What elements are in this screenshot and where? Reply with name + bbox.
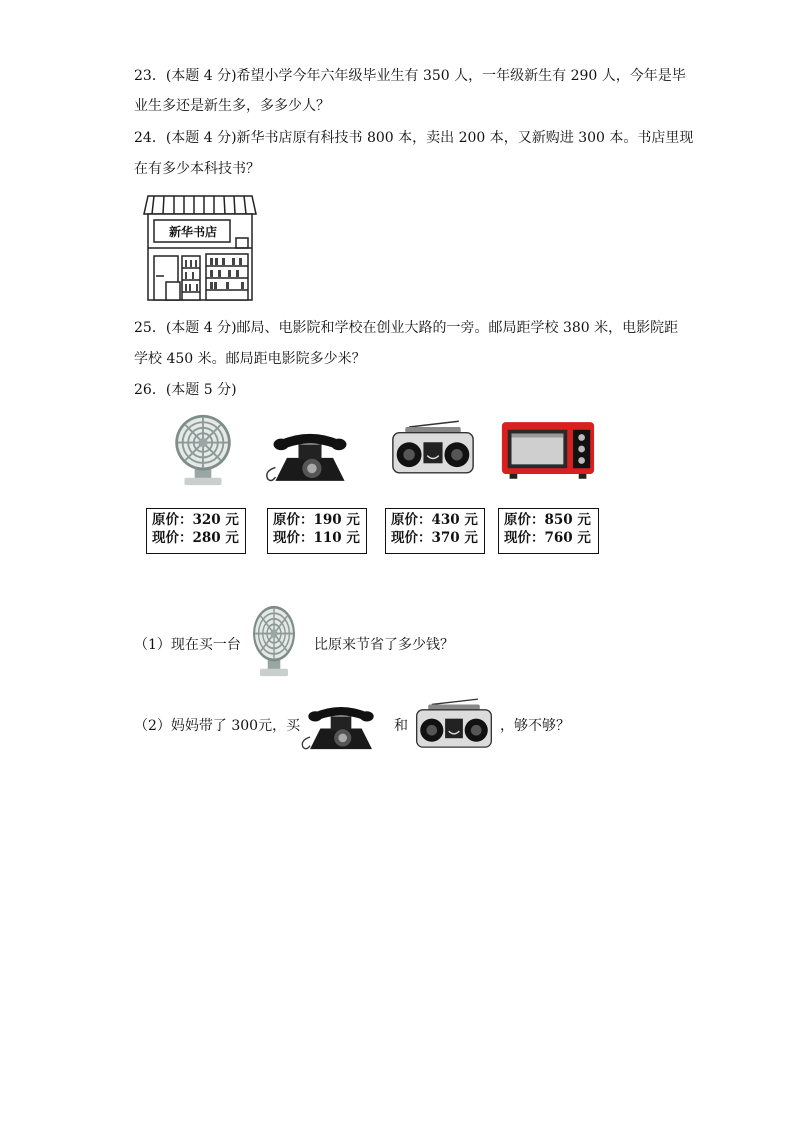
q23-text-line2: 业生多还是新生多，多多少人？ (134, 98, 330, 114)
q26-sub2-after: ，够不够？ (500, 718, 570, 734)
q26-sub2-before: （2）妈妈带了 300元，买 (134, 718, 301, 734)
fan-icon (246, 604, 302, 678)
radio-icon (414, 696, 494, 752)
bookstore-illustration (142, 192, 258, 302)
q24-text-line2: 在有多少本科技书？ (134, 161, 260, 177)
q26-sub1-before: （1）现在买一台 (134, 637, 241, 653)
telephone-icon (298, 698, 384, 752)
original-price: 原价：190 元 (273, 512, 360, 528)
price-box-radio (385, 508, 485, 554)
current-price: 现价：280 元 (152, 530, 239, 546)
q26-sub2-middle: 和 (394, 718, 408, 734)
radio-icon (390, 418, 476, 478)
current-price: 现价：370 元 (391, 530, 478, 546)
q23-text-line1: 23．(本题 4 分)希望小学今年六年级毕业生有 350 人，一年级新生有 290 人，今年是毕 (134, 68, 686, 84)
original-price: 原价：430 元 (391, 512, 478, 528)
original-price: 原价：320 元 (152, 512, 239, 528)
price-box-telephone (267, 508, 367, 554)
price-box-fan (146, 508, 246, 554)
bookstore-sign: 新华书店 (168, 225, 217, 239)
current-price: 现价：110 元 (273, 530, 360, 546)
q26-title: 26．(本题 5 分) (134, 382, 237, 398)
fan-icon (166, 410, 240, 490)
q25-text-line2: 学校 450 米。邮局距电影院多少米？ (134, 351, 366, 367)
original-price: 原价：850 元 (504, 512, 591, 528)
oven-icon (500, 418, 596, 480)
price-box-oven (498, 508, 599, 554)
current-price: 现价：760 元 (504, 530, 591, 546)
q26-sub1-after: 比原来节省了多少钱？ (314, 637, 454, 653)
q24-text-line1: 24．(本题 4 分)新华书店原有科技书 800 本，卖出 200 本，又新购进 300 本。书店里现 (134, 130, 694, 146)
q25-text-line1: 25．(本题 4 分)邮局、电影院和学校在创业大路的一旁。邮局距学校 380 米，电影院距 (134, 320, 679, 336)
telephone-icon (262, 424, 358, 484)
